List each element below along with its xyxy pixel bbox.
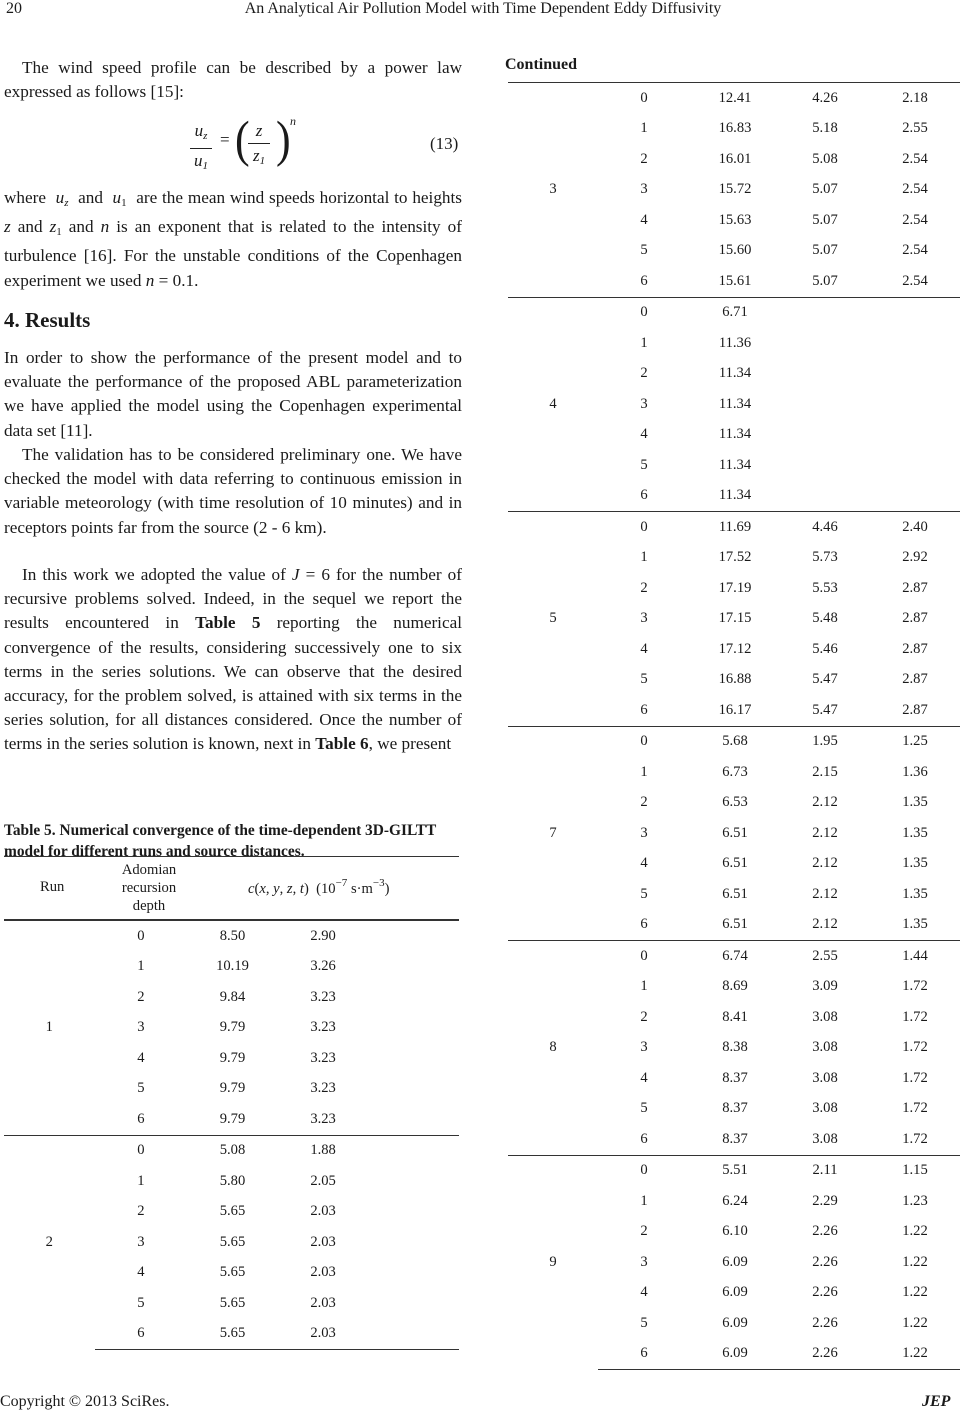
run-cell: 8 xyxy=(508,941,598,1156)
value-cell: 1.25 xyxy=(870,726,960,757)
value-cell: 11.34 xyxy=(718,487,752,504)
depth-cell: 6 xyxy=(137,1110,145,1127)
value-cell: 15.61 xyxy=(718,272,752,289)
value-cell: 6.09 xyxy=(722,1314,748,1331)
value-cell: 1.72 xyxy=(902,978,928,995)
value-cell: 3.23 xyxy=(310,1080,336,1097)
value-cell: 5.47 xyxy=(812,701,838,718)
table5-caption: Table 5. Numerical convergence of the time-dependent 3D-GILTT model for different runs and source distances. xyxy=(4,822,437,860)
depth-cell: 4 xyxy=(640,855,648,872)
depth-cell: 0 xyxy=(598,1155,690,1186)
value-cell: 15.60 xyxy=(718,242,752,259)
depth-cell: 6 xyxy=(640,701,648,718)
depth-cell: 3 xyxy=(640,610,648,627)
value-cell: 1.72 xyxy=(902,1130,928,1147)
table-row xyxy=(508,297,960,328)
depth-cell: 2 xyxy=(640,1008,648,1025)
value-cell: 17.12 xyxy=(718,640,752,657)
depth-cell: 4 xyxy=(137,1264,145,1281)
value-cell: 2.26 xyxy=(812,1284,838,1301)
value-cell: 2.11 xyxy=(780,1155,870,1186)
value-cell: 8.37 xyxy=(722,1100,748,1117)
depth-cell: 5 xyxy=(137,1080,145,1097)
value-cell: 2.03 xyxy=(310,1264,336,1281)
value-cell: 6.53 xyxy=(722,794,748,811)
depth-cell: 4 xyxy=(640,640,648,657)
value-cell: 5.65 xyxy=(219,1294,246,1311)
value-cell: 3.26 xyxy=(310,958,336,975)
value-cell: 5.73 xyxy=(812,549,838,566)
table-row xyxy=(508,83,960,114)
value-cell: 9.79 xyxy=(219,1080,246,1097)
depth-cell: 3 xyxy=(137,1019,145,1036)
value-cell: 5.07 xyxy=(812,272,838,289)
value-cell: 1.22 xyxy=(902,1284,928,1301)
value-cell: 11.69 xyxy=(690,512,780,543)
continued-label: Continued xyxy=(505,56,578,73)
depth-cell: 1 xyxy=(137,1172,145,1189)
depth-cell: 2 xyxy=(640,365,648,382)
depth-cell: 3 xyxy=(640,181,648,198)
value-cell: 5.51 xyxy=(690,1155,780,1186)
run-cell: 2 xyxy=(4,1135,95,1350)
value-cell: 5.08 xyxy=(812,150,838,167)
depth-cell: 5 xyxy=(640,242,648,259)
footer-copyright: Copyright © 2013 SciRes. xyxy=(0,1393,170,1410)
depth-cell: 1 xyxy=(640,1192,648,1209)
value-cell xyxy=(780,450,870,481)
depth-cell: 2 xyxy=(640,150,648,167)
value-cell: 5.65 xyxy=(219,1203,246,1220)
value-cell: 2.26 xyxy=(812,1314,838,1331)
value-cell: 10.19 xyxy=(216,958,249,975)
value-cell: 8.41 xyxy=(722,1008,748,1025)
value-cell: 2.26 xyxy=(812,1223,838,1240)
value-cell: 2.12 xyxy=(812,794,838,811)
depth-cell: 3 xyxy=(640,1253,648,1270)
value-cell: 2.03 xyxy=(310,1203,336,1220)
value-cell: 16.01 xyxy=(718,150,752,167)
value-cell: 5.07 xyxy=(812,181,838,198)
value-cell: 2.87 xyxy=(902,579,928,596)
table-row xyxy=(508,1155,960,1186)
depth-cell: 4 xyxy=(640,1284,648,1301)
run-cell: 3 xyxy=(508,83,598,298)
running-title: An Analytical Air Pollution Model with Time Dependent Eddy Diffusivity xyxy=(244,0,722,17)
value-cell: 2.55 xyxy=(902,120,928,137)
value-cell xyxy=(870,359,960,390)
depth-cell: 1 xyxy=(137,958,145,975)
value-cell: 6.51 xyxy=(722,916,748,933)
table5-header xyxy=(4,856,459,920)
value-cell: 2.54 xyxy=(902,150,928,167)
value-cell xyxy=(870,450,960,481)
equation-13: $u_z$ $u_1$ = ( z $z_1$ ) n (13) xyxy=(180,114,460,174)
depth-cell: 3 xyxy=(640,395,648,412)
table5-continued xyxy=(508,82,960,1370)
value-cell: 6.51 xyxy=(722,855,748,872)
value-cell xyxy=(780,297,870,328)
empty-cell xyxy=(368,1104,459,1135)
depth-cell: 4 xyxy=(640,211,648,228)
value-cell: 8.50 xyxy=(187,921,278,952)
depth-cell: 6 xyxy=(640,1130,648,1147)
value-cell: 1.35 xyxy=(902,916,928,933)
depth-cell: 6 xyxy=(640,487,648,504)
value-cell: 3.23 xyxy=(310,988,336,1005)
value-cell: 1.72 xyxy=(902,1039,928,1056)
value-cell: 1.23 xyxy=(902,1192,928,1209)
value-cell: 6.10 xyxy=(722,1223,748,1240)
value-cell: 6.51 xyxy=(722,885,748,902)
table-row xyxy=(4,921,459,952)
value-cell: 1.22 xyxy=(902,1314,928,1331)
value-cell: 2.03 xyxy=(310,1233,336,1250)
empty-cell xyxy=(368,1319,459,1350)
depth-cell: 5 xyxy=(640,1100,648,1117)
value-cell: 3.08 xyxy=(812,1039,838,1056)
value-cell: 6.73 xyxy=(722,763,748,780)
value-cell: 5.18 xyxy=(812,120,838,137)
value-cell: 2.92 xyxy=(902,549,928,566)
depth-cell: 0 xyxy=(598,941,690,972)
depth-cell: 2 xyxy=(640,1223,648,1240)
value-cell: 2.26 xyxy=(812,1253,838,1270)
empty-cell xyxy=(368,982,459,1013)
value-cell: 17.15 xyxy=(718,610,752,627)
value-cell: 8.69 xyxy=(722,978,748,995)
value-cell xyxy=(780,328,870,359)
depth-cell: 0 xyxy=(598,297,690,328)
run-cell: 4 xyxy=(508,297,598,512)
depth-cell: 6 xyxy=(95,1319,188,1350)
value-cell: 1.22 xyxy=(870,1339,960,1370)
paragraph-where: where $u_z$ and $u_1$ are the mean wind speeds horizontal to heights z and $z_1$ and n is an exponent that is related to the intensity of turbulence [16]. For the unstable conditions of the Copenhagen experiment we used n = 0.1. xyxy=(4,188,462,290)
paragraph-results-intro: In order to show the performance of the present model and to evaluate the performance of the proposed ABL parameterization we have applied the model using the Copenhagen experimental data set [11]. xyxy=(4,348,462,440)
value-cell xyxy=(870,389,960,420)
value-cell: 1.88 xyxy=(278,1135,369,1166)
page-number: 20 xyxy=(6,0,22,17)
value-cell: 5.08 xyxy=(187,1135,278,1166)
value-cell: 16.83 xyxy=(718,120,752,137)
value-cell: 11.34 xyxy=(718,365,752,382)
value-cell xyxy=(780,389,870,420)
empty-cell xyxy=(368,1043,459,1074)
table-row xyxy=(4,1135,459,1166)
value-cell: 5.65 xyxy=(187,1319,278,1350)
value-cell xyxy=(870,297,960,328)
empty-cell xyxy=(368,1013,459,1044)
value-cell: 6.74 xyxy=(690,941,780,972)
value-cell: 2.87 xyxy=(902,671,928,688)
depth-cell: 2 xyxy=(640,794,648,811)
value-cell xyxy=(780,359,870,390)
depth-cell: 0 xyxy=(95,921,188,952)
empty-cell xyxy=(368,1166,459,1197)
value-cell: 4.46 xyxy=(780,512,870,543)
value-cell: 5.07 xyxy=(812,242,838,259)
paragraph-validation: The validation has to be considered preliminary one. We have checked the model with data referring to continuous emission in variable meteorology (with time resolution of 10 minutes) and in receptors points far from the source (2 - 6 km). xyxy=(4,445,462,537)
depth-cell: 0 xyxy=(95,1135,188,1166)
value-cell: 12.41 xyxy=(690,83,780,114)
depth-cell: 1 xyxy=(640,763,648,780)
value-cell: 2.54 xyxy=(902,242,928,259)
value-cell: 2.55 xyxy=(780,941,870,972)
value-cell: 1.35 xyxy=(902,824,928,841)
value-cell: 3.08 xyxy=(812,1100,838,1117)
page-header xyxy=(0,0,966,24)
value-cell: 2.05 xyxy=(310,1172,336,1189)
value-cell: 2.12 xyxy=(812,855,838,872)
table5-body xyxy=(4,920,459,1350)
value-cell: 6.09 xyxy=(722,1284,748,1301)
depth-cell: 6 xyxy=(598,1339,690,1370)
value-cell: 5.65 xyxy=(219,1233,246,1250)
value-cell: 2.54 xyxy=(902,181,928,198)
depth-cell: 4 xyxy=(137,1049,145,1066)
value-cell xyxy=(780,420,870,451)
depth-cell: 3 xyxy=(640,824,648,841)
value-cell: 6.51 xyxy=(722,824,748,841)
depth-cell: 1 xyxy=(640,978,648,995)
paragraph-wind-profile: The wind speed profile can be described by a power law expressed as follows [15]: xyxy=(4,58,462,102)
value-cell xyxy=(870,420,960,451)
empty-cell xyxy=(368,952,459,983)
value-cell: 1.35 xyxy=(902,855,928,872)
value-cell: 1.22 xyxy=(902,1223,928,1240)
value-cell: 17.52 xyxy=(718,549,752,566)
empty-cell xyxy=(368,1258,459,1289)
section-heading-results: 4. Results xyxy=(4,308,91,332)
depth-cell: 2 xyxy=(640,579,648,596)
empty-cell xyxy=(368,1197,459,1228)
depth-cell: 1 xyxy=(640,549,648,566)
value-cell: 17.19 xyxy=(718,579,752,596)
value-cell: 5.07 xyxy=(812,211,838,228)
value-cell: 3.08 xyxy=(812,1069,838,1086)
depth-cell: 1 xyxy=(640,120,648,137)
value-cell: 2.54 xyxy=(902,272,928,289)
run-cell: 1 xyxy=(4,921,95,1136)
depth-cell: 4 xyxy=(640,426,648,443)
header-run: Run xyxy=(40,879,65,895)
value-cell: 1.72 xyxy=(902,1100,928,1117)
value-cell xyxy=(870,328,960,359)
value-cell: 6.09 xyxy=(690,1339,780,1370)
depth-cell: 0 xyxy=(598,512,690,543)
run-cell: 9 xyxy=(508,1155,598,1370)
value-cell: 2.87 xyxy=(902,610,928,627)
value-cell: 2.18 xyxy=(870,83,960,114)
value-cell: 2.40 xyxy=(870,512,960,543)
value-cell: 1.35 xyxy=(902,885,928,902)
value-cell: 3.09 xyxy=(812,978,838,995)
value-cell: 5.68 xyxy=(690,726,780,757)
depth-cell: 5 xyxy=(640,1314,648,1331)
value-cell: 15.63 xyxy=(718,211,752,228)
depth-cell: 5 xyxy=(640,671,648,688)
depth-cell: 4 xyxy=(640,1069,648,1086)
value-cell: 2.12 xyxy=(812,885,838,902)
value-cell: 6.09 xyxy=(722,1253,748,1270)
value-cell: 8.38 xyxy=(722,1039,748,1056)
value-cell: 2.29 xyxy=(812,1192,838,1209)
value-cell: 1.72 xyxy=(902,1069,928,1086)
run-cell: 7 xyxy=(508,726,598,941)
value-cell: 2.87 xyxy=(902,640,928,657)
value-cell: 6.24 xyxy=(722,1192,748,1209)
table-row xyxy=(508,726,960,757)
depth-cell: 2 xyxy=(137,1203,145,1220)
footer-journal: JEP xyxy=(922,1393,951,1410)
value-cell: 4.26 xyxy=(780,83,870,114)
value-cell: 1.15 xyxy=(870,1155,960,1186)
value-cell: 11.34 xyxy=(718,395,752,412)
empty-cell xyxy=(368,1074,459,1105)
value-cell: 11.34 xyxy=(718,426,752,443)
depth-cell: 6 xyxy=(640,272,648,289)
run-cell: 5 xyxy=(508,512,598,727)
value-cell: 9.79 xyxy=(219,1049,246,1066)
value-cell: 3.08 xyxy=(812,1130,838,1147)
value-cell: 2.03 xyxy=(310,1294,336,1311)
value-cell: 2.15 xyxy=(812,763,838,780)
value-cell: 1.22 xyxy=(902,1253,928,1270)
value-cell: 9.79 xyxy=(219,1110,246,1127)
depth-cell: 6 xyxy=(640,916,648,933)
depth-cell: 5 xyxy=(640,885,648,902)
value-cell: 5.47 xyxy=(812,671,838,688)
header-concentration: c(x, y, z, t) ($10^{-7}$ $s\cdot m^{-3}$) xyxy=(248,877,390,897)
paragraph-recursion: In this work we adopted the value of J = 6 for the number of recursive problems solved. Indeed, in the sequel we report the results encountered in Table 5 reporting the numerical convergence of the results, considering successively one to six terms in the series solutions. We can observe that the desired accuracy, for the problem solved, is attained with six terms in the series solution, for all distances considered. Once the number of terms in the series solution is known, next in Table 6, we present xyxy=(4,565,462,754)
value-cell: 8.37 xyxy=(722,1130,748,1147)
depth-cell: 3 xyxy=(137,1233,145,1250)
value-cell xyxy=(780,481,870,512)
value-cell: 2.03 xyxy=(278,1319,369,1350)
depth-cell: 0 xyxy=(598,83,690,114)
value-cell: 11.36 xyxy=(718,334,752,351)
value-cell: 1.95 xyxy=(780,726,870,757)
value-cell: 2.26 xyxy=(780,1339,870,1370)
value-cell: 3.23 xyxy=(310,1049,336,1066)
value-cell: 2.54 xyxy=(902,211,928,228)
value-cell: 5.48 xyxy=(812,610,838,627)
value-cell: 9.79 xyxy=(219,1019,246,1036)
empty-cell xyxy=(368,921,459,952)
value-cell: 2.12 xyxy=(812,824,838,841)
depth-cell: 5 xyxy=(137,1294,145,1311)
table-row xyxy=(508,941,960,972)
value-cell: 1.35 xyxy=(902,794,928,811)
value-cell: 16.88 xyxy=(718,671,752,688)
value-cell: 15.72 xyxy=(718,181,752,198)
value-cell: 1.72 xyxy=(902,1008,928,1025)
depth-cell: 2 xyxy=(137,988,145,1005)
value-cell: 5.80 xyxy=(219,1172,246,1189)
value-cell: 11.34 xyxy=(718,456,752,473)
empty-cell xyxy=(368,1227,459,1258)
empty-cell xyxy=(368,1135,459,1166)
value-cell: 3.23 xyxy=(310,1110,336,1127)
header-depth: Adomian recursion depth xyxy=(121,862,177,914)
equation-number: (13) xyxy=(430,134,459,153)
table-row xyxy=(508,512,960,543)
depth-cell: 5 xyxy=(640,456,648,473)
value-cell: 6.71 xyxy=(690,297,780,328)
value-cell: 5.65 xyxy=(219,1264,246,1281)
value-cell: 5.53 xyxy=(812,579,838,596)
value-cell: 8.37 xyxy=(722,1069,748,1086)
value-cell: 1.36 xyxy=(902,763,928,780)
value-cell: 3.08 xyxy=(812,1008,838,1025)
value-cell: 3.23 xyxy=(310,1019,336,1036)
depth-cell: 0 xyxy=(598,726,690,757)
value-cell: 2.90 xyxy=(278,921,369,952)
value-cell: 2.87 xyxy=(902,701,928,718)
value-cell: 5.46 xyxy=(812,640,838,657)
value-cell: 2.12 xyxy=(812,916,838,933)
depth-cell: 3 xyxy=(640,1039,648,1056)
value-cell: 16.17 xyxy=(718,701,752,718)
depth-cell: 1 xyxy=(640,334,648,351)
empty-cell xyxy=(368,1288,459,1319)
value-cell: 1.44 xyxy=(870,941,960,972)
value-cell: 9.84 xyxy=(219,988,246,1005)
value-cell xyxy=(870,481,960,512)
